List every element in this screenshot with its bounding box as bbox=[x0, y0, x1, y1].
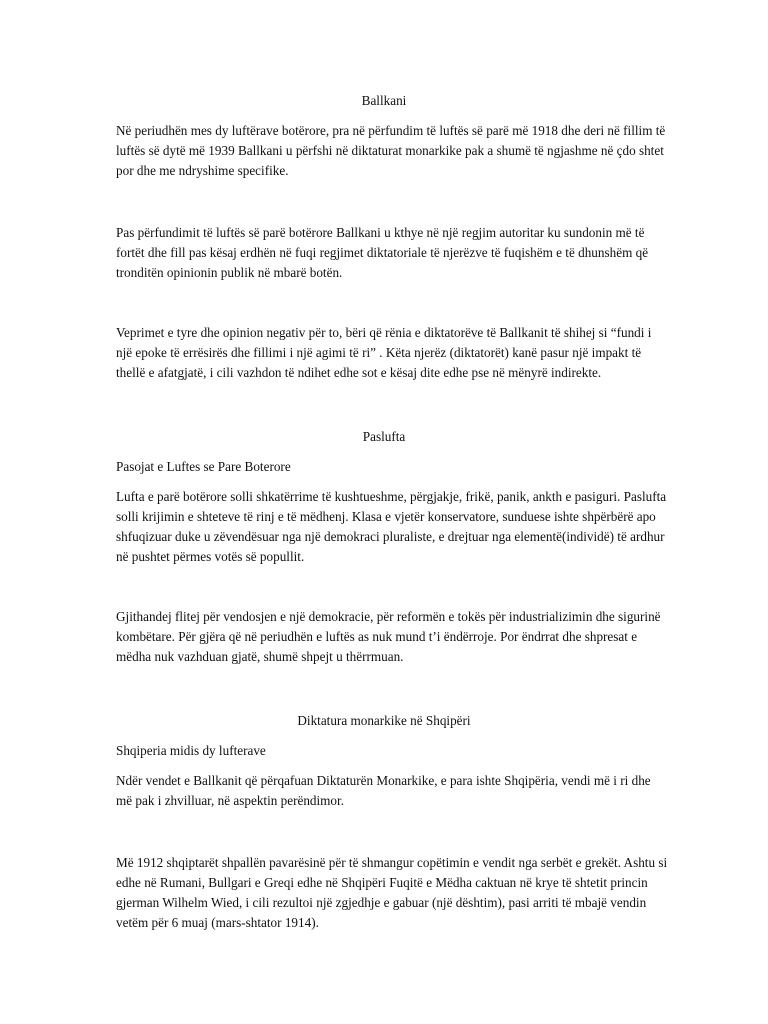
paragraph-7: Më 1912 shqiptarët shpallën pavarësinë për të shmangur copëtimin e vendit nga serbët e grekët. Ashtu si edhe në Rumani, Bullgari e Greqi edhe në Shqipëri Fuqitë e Mëdha caktuan në krye të shtetit princin gjerman Wilhelm Wied, i cili rezultoi një zgjedhje e gabuar (një dështim), pasi arriti të mbajë vendin vetëm për 6 muaj (mars-shtator 1914). bbox=[116, 855, 668, 930]
paragraph-2: Pas përfundimit të luftës së parë botërore Ballkani u kthye në një regjim autoritar ku sundonin më të fortët dhe fill pas kësaj erdhën në fuqi regjimet diktatoriale të njerëzve të fuqishëm e të dhunshëm që tronditën opinionin publik në mbarë botën. bbox=[116, 225, 649, 280]
heading-ballkani: Ballkani bbox=[361, 93, 407, 108]
paragraph-6: Ndër vendet e Ballkanit që përqafuan Diktaturën Monarkike, e para ishte Shqipëria, vendi më i ri dhe më pak i zhvilluar, në aspektin perëndimor. bbox=[116, 773, 651, 808]
paragraph-1: Në periudhën mes dy luftërave botërore, pra në përfundim të luftës së parë më 1918 dhe deri në fillim të luftës së dytë më 1939 Ballkani u përfshi në diktaturat monarkike pak a shumë të ngjashme në çdo shtet por dhe me ndryshime specifike. bbox=[116, 123, 666, 178]
heading-paslufta: Paslufta bbox=[362, 429, 406, 444]
paragraph-4: Lufta e parë botërore solli shkatërrime të kushtueshme, përgjakje, frikë, panik, ankth e pasiguri. Paslufta solli krijimin e shteteve të rinj e të mëdhenj. Klasa e vjetër konservatore, sunduese ishte shpërbërë apo shfuqizuar duke u zëvendësuar nga një demokraci pluraliste, e drejtuar nga elementë(individë) të ardhur në pushtet përmes votës së popullit. bbox=[116, 489, 667, 564]
subheading-pasojat: Pasojat e Luftes se Pare Boterore bbox=[116, 459, 291, 474]
paragraph-3: Veprimet e tyre dhe opinion negativ për to, bëri që rënia e diktatorëve të Ballkanit të shihej si “fundi i një epoke të errësirës dhe fillimi i një agimi të ri” . Këta njerëz (diktatorët) kanë pasur një impakt të thellë e afatgjatë, i cili vazhdon të ndihet edhe sot e kësaj dite edhe pse në mënyrë indirekte. bbox=[116, 325, 652, 380]
paragraph-5: Gjithandej flitej për vendosjen e një demokracie, për reformën e tokës për industrializimin dhe sigurinë kombëtare. Për gjëra që në periudhën e luftës as nuk mund t’i ëndërroje. Por ëndrrat dhe shpresat e mëdha nuk vazhduan gjatë, shumë shpejt u thërrmuan. bbox=[116, 609, 661, 664]
heading-diktatura: Diktatura monarkike në Shqipëri bbox=[297, 713, 471, 728]
subheading-shqiperia: Shqiperia midis dy lufterave bbox=[116, 743, 266, 758]
